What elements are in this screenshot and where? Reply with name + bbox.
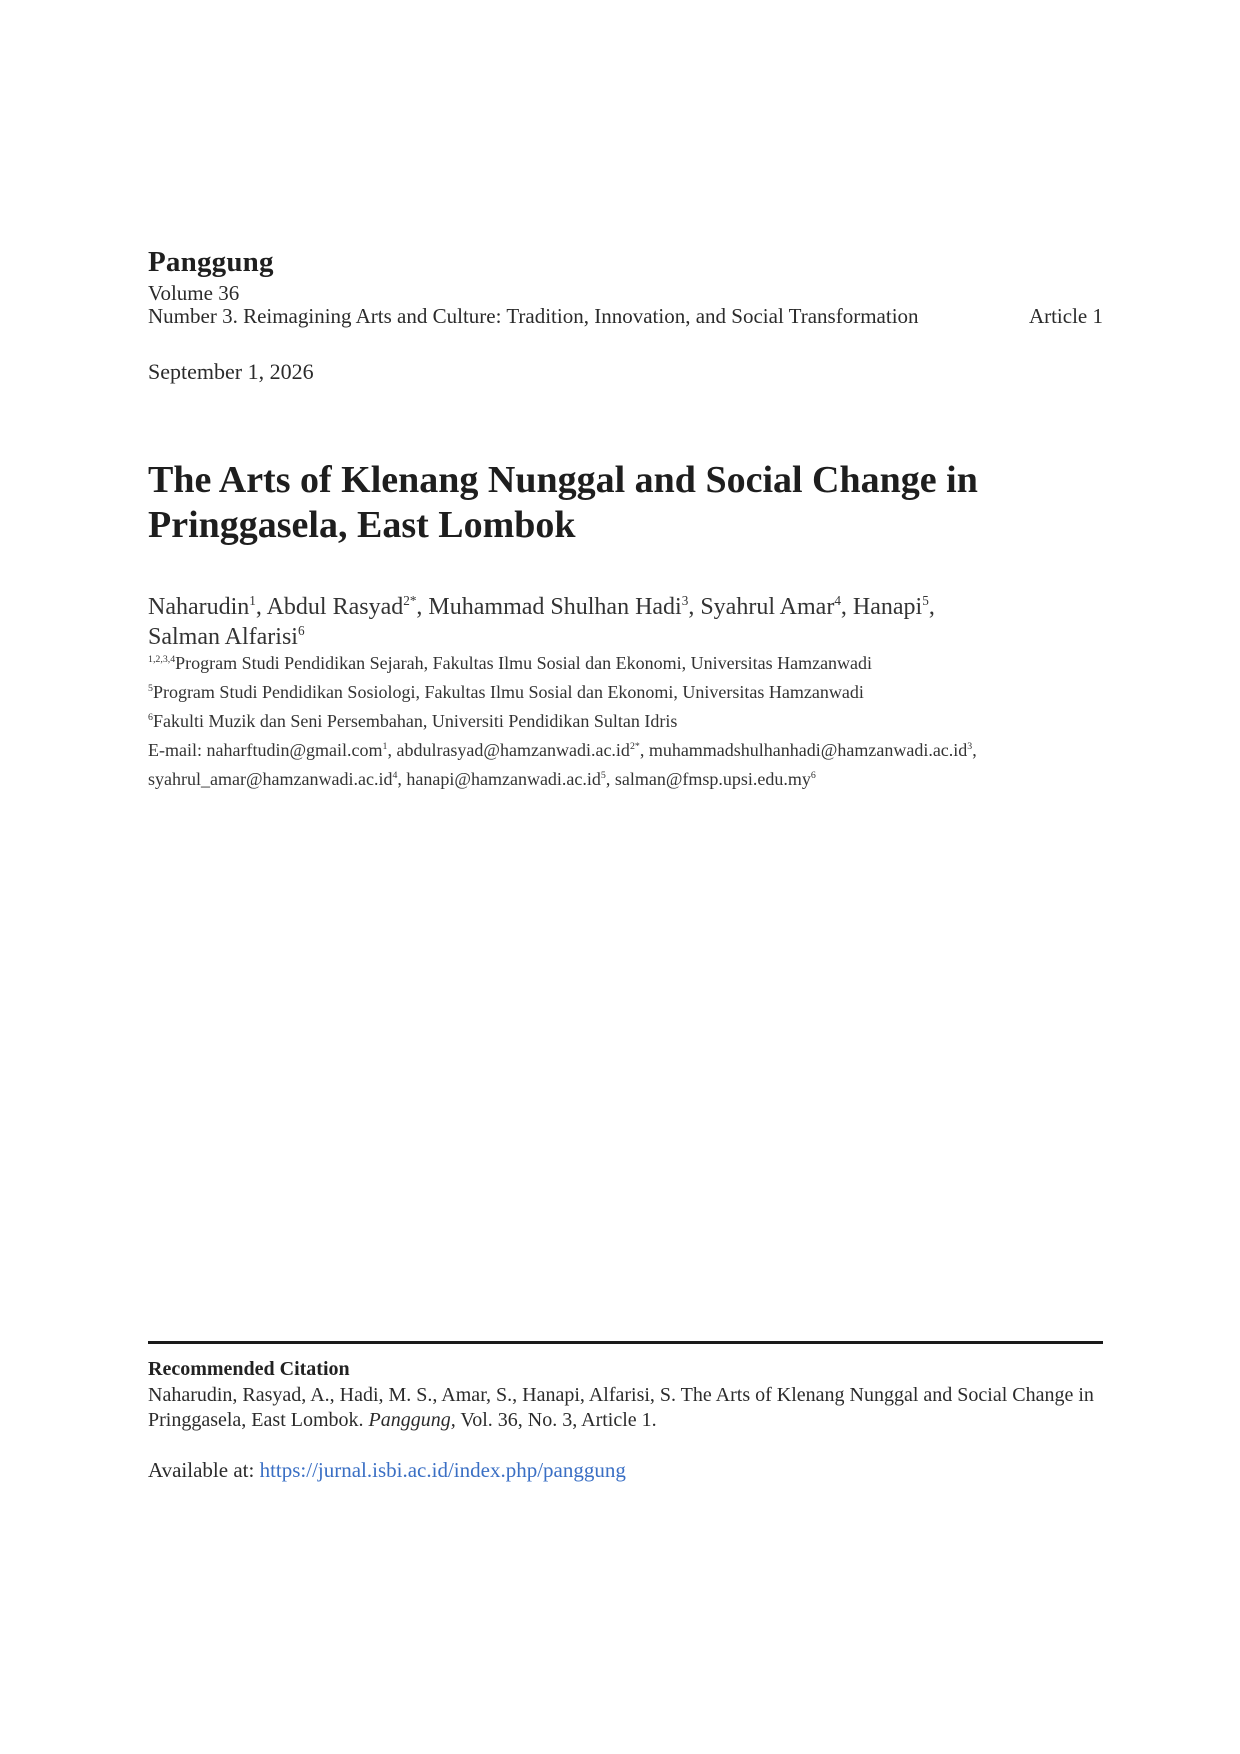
- issue-label: Number 3. Reimagining Arts and Culture: Tradition, Innovation, and Social Transformation: [148, 304, 919, 328]
- affiliation: $^5$Program Studi Pendidikan Sosiologi, Fakultas Ilmu Sosial dan Ekonomi, Universitas Hamzanwadi: [148, 682, 864, 702]
- article-number: Article 1: [1028, 304, 1103, 328]
- author-affiliation-marker: 6: [297, 623, 305, 638]
- author-name: Salman Alfarisi: [148, 624, 298, 650]
- author-affiliation-marker: 1: [249, 593, 256, 608]
- author-affiliation-marker: 2*: [403, 593, 417, 608]
- author-affiliation-marker: 4: [834, 593, 841, 608]
- volume-label: Volume 36: [148, 281, 240, 305]
- author-name: Abdul Rasyad: [266, 594, 404, 620]
- email-address: naharftudin@gmail.com: [206, 740, 383, 760]
- email-address: syahrul_amar@hamzanwadi.ac.id: [148, 769, 393, 789]
- available-at: [148, 1458, 626, 1483]
- author-name: Naharudin: [148, 594, 250, 620]
- email-address: abdulrasyad@hamzanwadi.ac.id: [396, 740, 630, 760]
- journal-url-link[interactable]: https://jurnal.isbi.ac.id/index.php/panggung: [259, 1458, 626, 1482]
- citation-heading: Recommended Citation: [148, 1358, 350, 1380]
- author-name: Syahrul Amar: [700, 594, 835, 620]
- publication-date: September 1, 2026: [148, 359, 314, 384]
- email-line: E-mail: naharftudin@gmail.com$^1$, $abdulrasyad@hamzanwadi.ac.id^{2*}$, $muhammadshulhanhadi@hamzanwadi.ac.id^3$,: [148, 740, 977, 760]
- section-divider: [148, 1341, 1103, 1344]
- email-address: muhammadshulhanhadi@hamzanwadi.ac.id: [648, 740, 968, 760]
- email-line: $syahrul\_amar@hamzanwadi.ac.id^4$, $hanapi@hamzanwadi.ac.id^5$, $salman@fmsp.upsi.edu.my^6$: [148, 769, 816, 789]
- author-name: Muhammad Shulhan Hadi: [428, 594, 682, 620]
- affiliation: $^6$Fakulti Muzik dan Seni Persembahan, Universiti Pendidikan Sultan Idris: [148, 711, 678, 731]
- author-affiliation-marker: 5: [922, 593, 929, 608]
- affiliation: $^{1,2,3,4}$Program Studi Pendidikan Sejarah, Fakultas Ilmu Sosial dan Ekonomi, Universitas Hamzanwadi: [148, 653, 873, 673]
- author-name: Hanapi: [852, 594, 923, 620]
- author-affiliation-marker: 3: [681, 593, 689, 608]
- citation-text: Naharudin, Rasyad, A., Hadi, M. S., Amar, S., Hanapi, Alfarisi, S. The Arts of Klenang Nunggal and Social Change in Pringgasela, East Lombok. Panggung, Vol. 36, No. 3, Article 1.: [148, 1384, 1094, 1431]
- author-list: Naharudin$^1$, Abdul Rasyad$^{2*}$, Muhammad Shulhan Hadi$^3$, Syahrul Amar$^4$, Hanapi$^5$, Salman Alfarisi$^6$: [148, 593, 935, 650]
- available-label: Available at:: [148, 1458, 260, 1482]
- email-label: E-mail:: [148, 740, 207, 760]
- email-address: hanapi@hamzanwadi.ac.id: [406, 769, 601, 789]
- email-address: salman@fmsp.upsi.edu.my: [614, 769, 811, 789]
- article-title: The Arts of Klenang Nunggal and Social Change in Pringgasela, East Lombok: [148, 459, 978, 546]
- journal-name: Panggung: [148, 246, 274, 278]
- citation-journal: Panggung,: [368, 1409, 456, 1431]
